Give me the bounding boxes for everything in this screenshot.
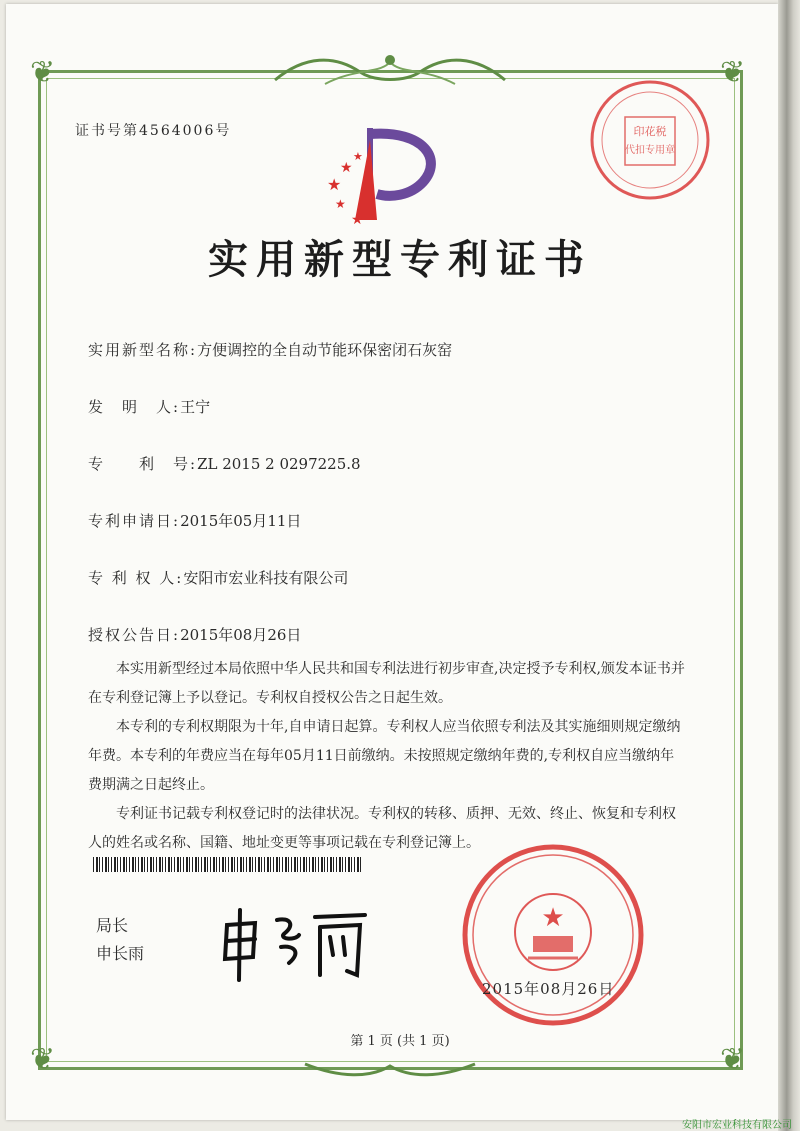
patent-number-field: 专 利 号:ZL 2015 2 0297225.8 — [88, 455, 361, 473]
svg-text:★: ★ — [327, 175, 342, 194]
corner-ornament-icon: ❦ — [720, 1042, 746, 1077]
bottom-ornament-icon — [300, 1058, 480, 1080]
certificate-number: 证书号第4564006号 — [75, 123, 232, 139]
svg-text:★: ★ — [541, 903, 565, 933]
director-name: 申长雨 — [96, 944, 145, 963]
corner-ornament-icon: ❦ — [30, 55, 56, 90]
svg-text:★: ★ — [335, 197, 346, 211]
svg-text:★: ★ — [351, 212, 364, 228]
svg-text:★: ★ — [340, 160, 353, 176]
grant-date-field: 授权公告日:2015年08月26日 — [88, 626, 302, 644]
body-paragraph: 本实用新型经过本局依照中华人民共和国专利法进行初步审查,决定授予专利权,颁发本证书并在专利登记簿上予以登记。专利权自授权公告之日起生效。 — [88, 661, 685, 706]
svg-text:★: ★ — [353, 150, 363, 163]
patent-office-logo-icon — [315, 120, 445, 230]
body-paragraph: 本专利的专利权期限为十年,自申请日起算。专利权人应当依照专利法及其实施细则规定缴纳年费。本专利的年费应当在每年05月11日前缴纳。未按照规定缴纳年费的,专利权自应当缴纳年费期满之日起终止。 — [88, 719, 681, 793]
application-date-field: 专利申请日:2015年05月11日 — [88, 512, 302, 530]
handwritten-signature — [215, 895, 375, 985]
issue-date: 2015年08月26日 — [482, 980, 615, 998]
top-ornament-icon — [265, 50, 515, 92]
svg-text:印花税: 印花税 — [633, 125, 667, 138]
corner-ornament-icon: ❦ — [30, 1042, 56, 1077]
patentee-field: 专 利 权 人:安阳市宏业科技有限公司 — [88, 569, 349, 587]
director-title: 局长 — [96, 916, 129, 935]
tax-stamp-seal — [585, 75, 715, 205]
page-number: 第 1 页 (共 1 页) — [350, 1034, 450, 1049]
certificate-body — [88, 655, 688, 858]
director-block — [96, 912, 144, 968]
binding-spine — [778, 0, 800, 1131]
body-paragraph: 专利证书记载专利权登记时的法律状况。专利权的转移、质押、无效、终止、恢复和专利权人的姓名或名称、国籍、地址变更等事项记载在专利登记簿上。 — [88, 806, 676, 851]
barcode — [93, 857, 361, 872]
official-seal — [458, 840, 648, 1030]
certificate-title: 实用新型专利证书 — [208, 236, 592, 283]
svg-text:代扣专用章: 代扣专用章 — [625, 145, 675, 156]
inventor-field: 发 明 人:王宁 — [88, 398, 211, 416]
corner-ornament-icon: ❦ — [720, 55, 746, 90]
utility-model-name-field: 实用新型名称:方便调控的全自动节能环保密闭石灰窑 — [88, 341, 453, 359]
footer-watermark: 安阳市宏业科技有限公司 — [682, 1120, 792, 1131]
